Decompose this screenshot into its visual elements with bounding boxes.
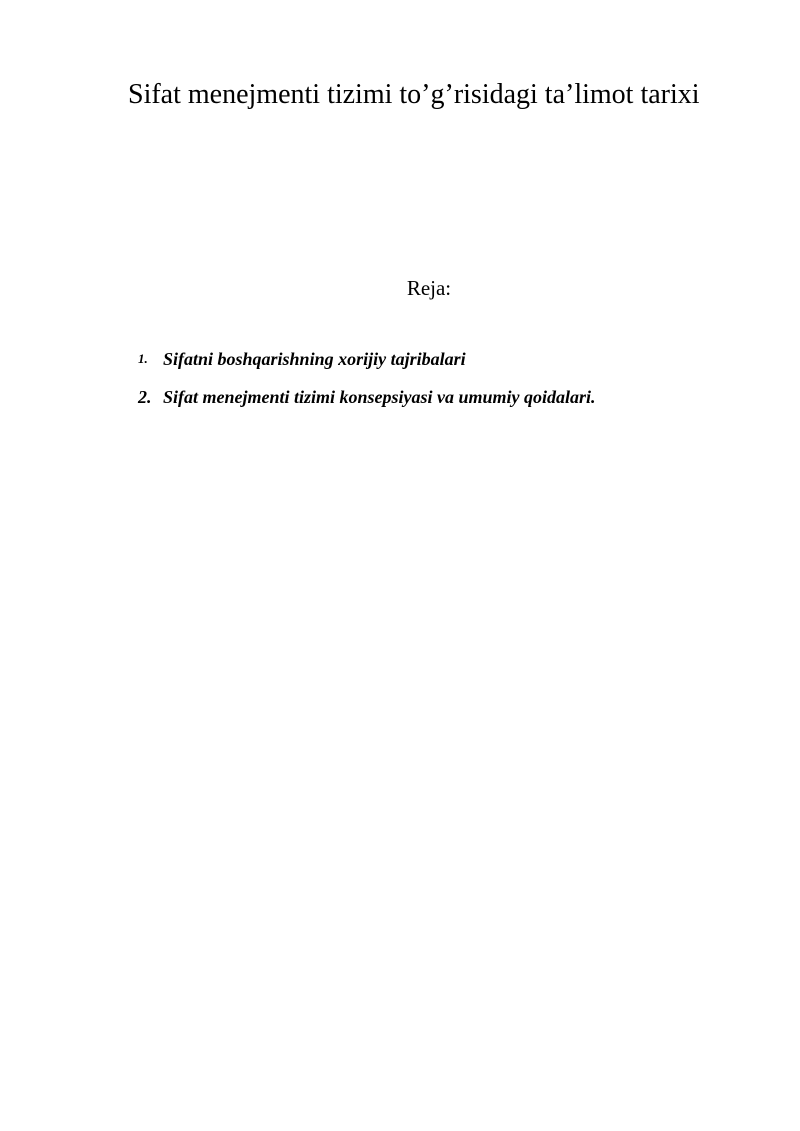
plan-item-number: 2. [138,387,152,407]
plan-item-1 [138,345,758,383]
plan-item-text: Sifatni boshqarishning xorijiy tajribalari [163,349,466,369]
plan-item-number: 1. [138,351,148,366]
plan-list [138,345,758,421]
document-title: Sifat menejmenti tizimi to’g’risidagi ta’limot tarixi [128,79,700,110]
plan-item-2 [138,383,758,421]
plan-heading: Reja: [406,276,452,300]
plan-item-text: Sifat menejmenti tizimi konsepsiyasi va umumiy qoidalari. [163,387,596,407]
